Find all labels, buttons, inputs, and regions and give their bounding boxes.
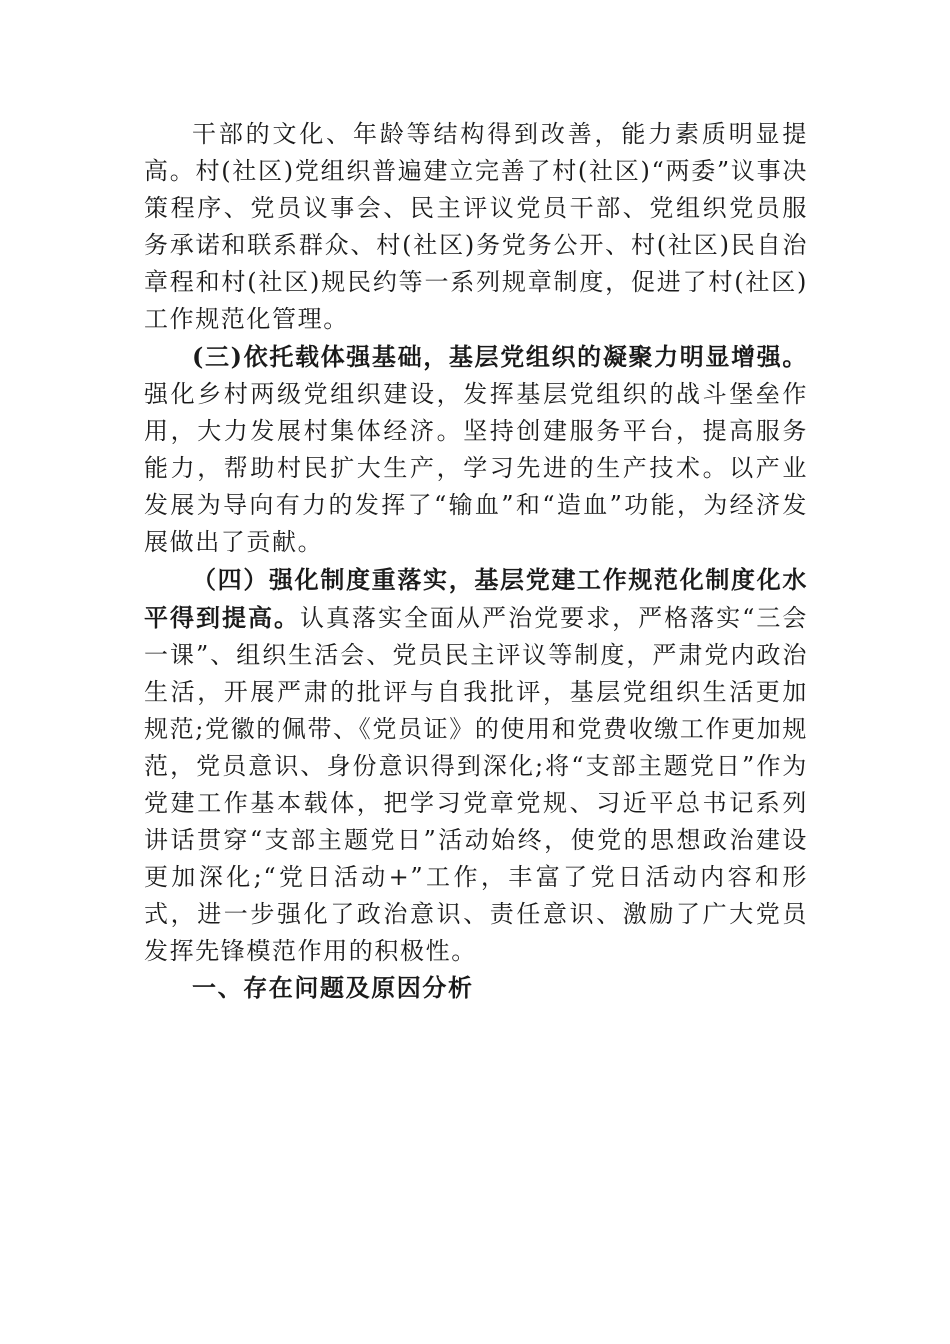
paragraph-lead: （四）强化制度重落实，基层党建工作规范化制度化水平得到提高。 — [144, 565, 808, 632]
paragraph-text: 认真落实全面从严治党要求，严格落实“三会一课”、组织生活会、党员民主评议等制度，严肃党内政治生活，开展严肃的批评与自我批评，基层党组织生活更加规范;党徽的佩带、《党员证》的使用和党费收缴工作更加规范，党员意识、身份意识得到深化;将“支部主题党日”作为党建工作基本载体，把学习党章党规、习近平总书记系列讲话贯穿“支部主题党日”活动始终，使党的思想政治建设更加深化;“党日活动+”工作，丰富了党日活动内容和形式，进一步强化了政治意识、责任意识、激励了广大党员发挥先锋模范作用的积极性。 — [144, 604, 808, 965]
paragraph-lead: (三)依托载体强基础，基层党组织的凝聚力明显增强。 — [192, 342, 808, 371]
paragraph-system-implementation — [144, 561, 808, 970]
document-body — [144, 116, 808, 1007]
paragraph-text: 强化乡村两级党组织建设，发挥基层党组织的战斗堡垒作用，大力发展村集体经济。坚持创建服务平台，提高服务能力，帮助村民扩大生产，学习先进的生产技术。以产业发展为导向有力的发挥了“输血”和“造血”功能，为经济发展做出了贡献。 — [144, 380, 808, 556]
section-heading: 一、存在问题及原因分析 — [192, 974, 474, 1002]
paragraph-carrier-foundation — [144, 338, 808, 561]
paragraph-text: 干部的文化、年龄等结构得到改善，能力素质明显提高。村(社区)党组织普遍建立完善了村(社区)“两委”议事决策程序、党员议事会、民主评议党员干部、党组织党员服务承诺和联系群众、村(社区)务党务公开、村(社区)民自治章程和村(社区)规民约等一系列规章制度，促进了村(社区)工作规范化管理。 — [144, 120, 808, 333]
paragraph-cadre-structure — [144, 116, 808, 338]
